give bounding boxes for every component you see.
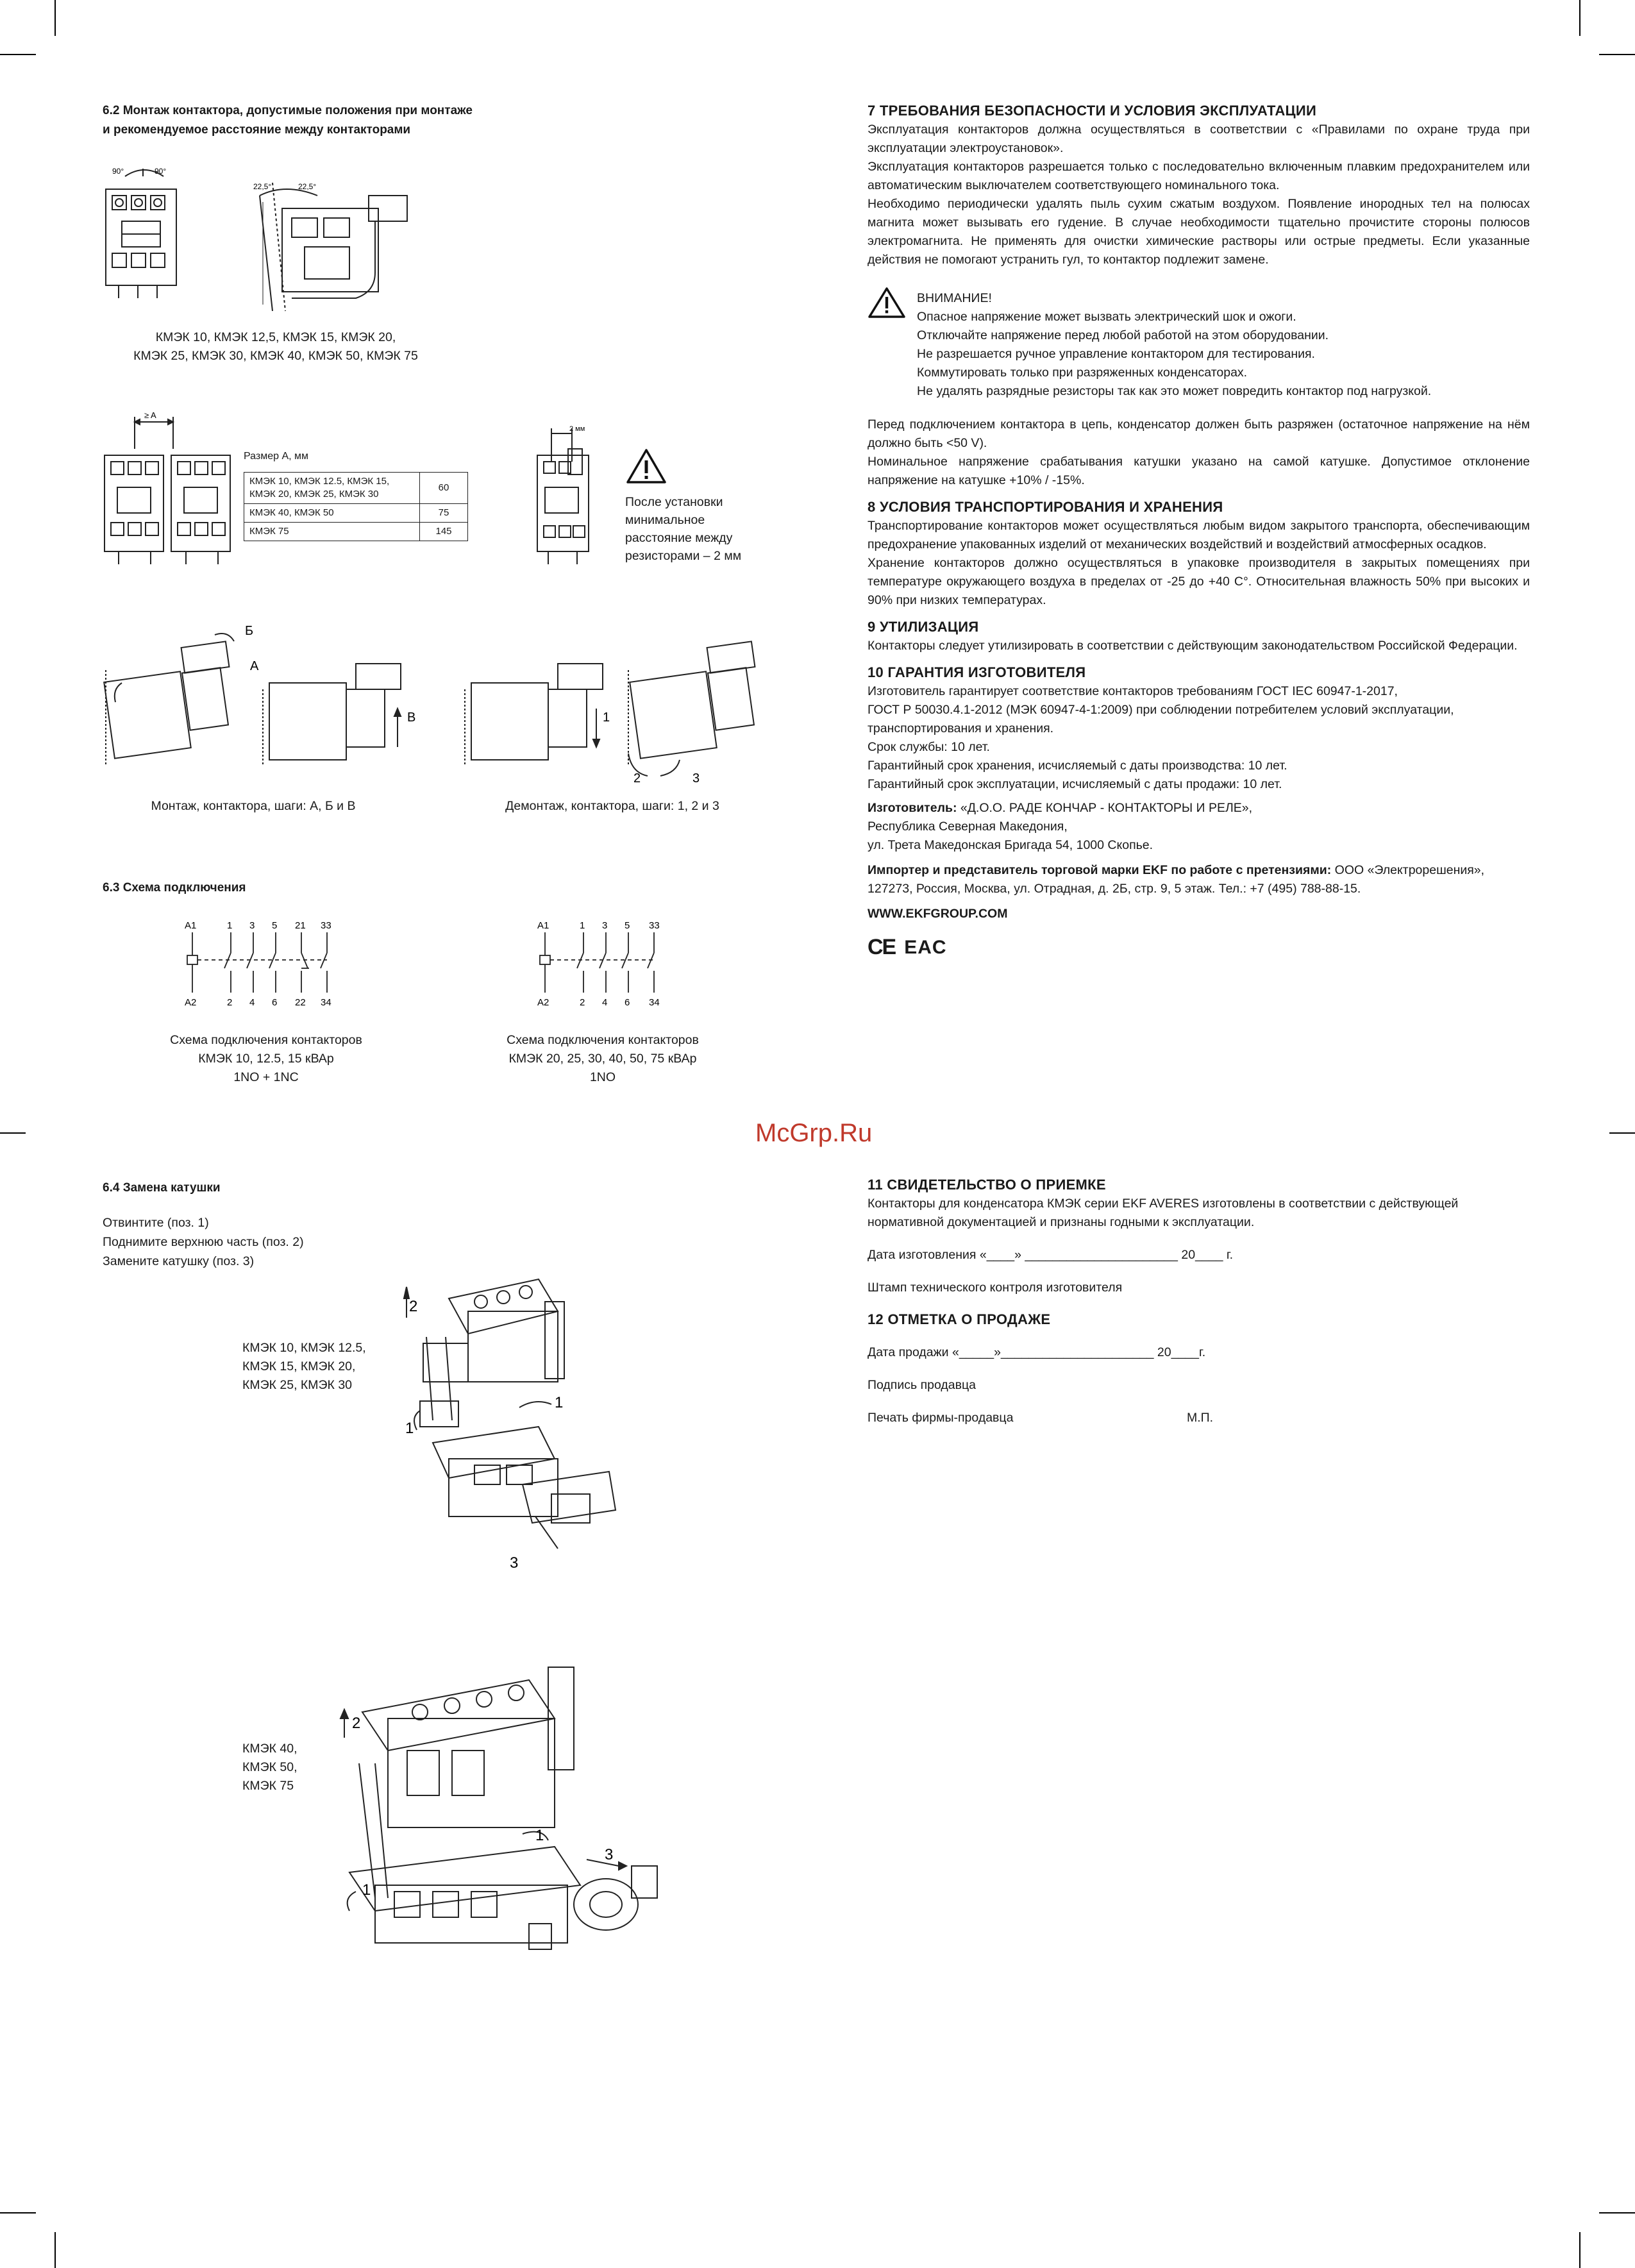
- wiring-diagram-right: [526, 917, 692, 1013]
- caption-line: КМЭК 15, КМЭК 20,: [242, 1359, 356, 1373]
- pos-label: 1: [362, 1881, 371, 1899]
- size-table: [244, 472, 468, 541]
- warning-line: Не разрешается ручное управление контактором для тестирования.: [917, 347, 1315, 361]
- wiring-diagram-left: [173, 917, 365, 1013]
- terminal-label: A1: [537, 920, 549, 931]
- section-11-title: 11 СВИДЕТЕЛЬСТВО О ПРИЕМКЕ: [868, 1177, 1106, 1193]
- seller-signature-line: Подпись продавца: [868, 1378, 977, 1392]
- angle-label: 22,5°: [298, 182, 317, 191]
- crop-mark: [1579, 0, 1581, 36]
- gap2-label: 2 мм: [569, 425, 585, 433]
- crop-mark: [0, 54, 36, 55]
- caption-line: КМЭК 20, 25, 30, 40, 50, 75 кВАр: [508, 1052, 697, 1066]
- right-column-lower: [868, 1175, 1530, 1427]
- warning-line: Отключайте напряжение перед любой работой на этом оборудовании.: [917, 328, 1329, 342]
- certification-marks: [868, 935, 1530, 960]
- paragraph: Эксплуатация контакторов должна осуществляться в соответствии с «Правилами по охране труда при эксплуатации электроустановок».: [868, 122, 1530, 155]
- warning-icon: [868, 287, 906, 319]
- crop-mark: [55, 2232, 56, 2268]
- terminal-label: 1: [580, 920, 585, 931]
- terminal-label: 6: [272, 997, 278, 1008]
- wiring-caption-left: [122, 1031, 410, 1087]
- list-item: Отвинтите (поз. 1): [103, 1216, 209, 1230]
- pos-label: 3: [605, 1846, 614, 1863]
- section-title-line: 6.2 Монтаж контактора, допустимые положения при монтаже: [103, 104, 473, 117]
- sale-date-line: Дата продажи «_____»______________________ 20____г.: [868, 1345, 1206, 1359]
- step-label-2: 2: [633, 771, 641, 785]
- terminal-label: A2: [537, 997, 549, 1008]
- section-7-title: 7 ТРЕБОВАНИЯ БЕЗОПАСНОСТИ И УСЛОВИЯ ЭКСПЛУАТАЦИИ: [868, 103, 1317, 119]
- pos-label: 2: [409, 1298, 418, 1315]
- step-label-a: А: [250, 659, 259, 673]
- contactor-spacing-figure: [99, 410, 237, 584]
- caption-line: КМЭК 25, КМЭК 30: [242, 1378, 353, 1392]
- terminal-label: 33: [321, 920, 331, 931]
- crop-mark: [1599, 54, 1635, 55]
- section-7-body: [868, 121, 1530, 269]
- size-table-title: Размер А, мм: [244, 451, 308, 462]
- fold-mark: [1609, 1132, 1635, 1134]
- mount-caption: Монтаж, контактора, шаги: А, Б и В: [151, 799, 356, 813]
- warning-icon: [625, 448, 667, 485]
- pos-label: 1: [555, 1394, 564, 1411]
- step-label-3: 3: [692, 771, 700, 785]
- warranty-line: ГОСТ Р 50030.4.1-2012 (МЭК 60947-4-1:2009) при соблюдении потребителем условий эксплуатации, транспортирования и хранения.: [868, 703, 1454, 735]
- pos-label: 1: [535, 1827, 544, 1844]
- note-line: После установки: [625, 495, 723, 509]
- crop-mark: [1579, 2232, 1581, 2268]
- terminal-label: 4: [602, 997, 608, 1008]
- manufacturer-name: «Д.О.О. РАДЕ КОНЧАР - КОНТАКТОРЫ И РЕЛЕ»,: [957, 801, 1253, 815]
- manufacture-date-line: Дата изготовления «____» ______________________ 20____ г.: [868, 1248, 1233, 1262]
- pos-label: 1: [405, 1420, 414, 1437]
- right-column-2: [868, 416, 1530, 960]
- step-label-1: 1: [603, 710, 610, 725]
- section-9-body: [868, 637, 1530, 655]
- manufacturer-label: Изготовитель:: [868, 801, 957, 815]
- manufacturer-line-1: [868, 799, 1530, 818]
- warranty-line: Изготовитель гарантирует соответствие контакторов требованиям ГОСТ IEC 60947-1-2017,: [868, 684, 1398, 698]
- terminal-label: 4: [249, 997, 255, 1008]
- table-cell-models: КМЭК 10, КМЭК 12.5, КМЭК 15, КМЭК 20, КМЭК 25, КМЭК 30: [244, 473, 420, 504]
- caption-line: Схема подключения контакторов: [507, 1033, 699, 1047]
- contactor-upright-drawing: [106, 169, 176, 298]
- paragraph: Хранение контакторов должно осуществляться в упаковке производителя в закрытых помещениях при температуре окружающего воздуха в пределах от -25 до +40 С°. Относительная влажность 50% при высоких и 90% при низких температурах.: [868, 556, 1530, 607]
- section-9-title: 9 УТИЛИЗАЦИЯ: [868, 619, 979, 635]
- paragraph: Номинальное напряжение срабатывания катушки указано на самой катушке. Допустимое отклонение напряжение на катушке +10% / -15%.: [868, 455, 1530, 487]
- terminal-label: 3: [602, 920, 608, 931]
- coil-fig1-models: [242, 1339, 409, 1395]
- wiring-caption-right: [458, 1031, 747, 1087]
- crop-mark: [0, 2212, 36, 2213]
- importer-text: ООО «Электрорешения», 127273, Россия, Москва, ул. Отрадная, д. 2Б, стр. 9, 5 этаж. Тел.: +7 (495) 788-88-15.: [868, 863, 1485, 896]
- coil-replacement-steps: [103, 1213, 487, 1271]
- terminal-label: 5: [625, 920, 630, 931]
- mounting-models-caption: [83, 328, 468, 365]
- contactor-tilted-drawing: [260, 183, 407, 311]
- right-column: [868, 101, 1530, 269]
- caption-line: КМЭК 50,: [242, 1760, 298, 1774]
- paragraph: Перед подключением контактора в цепь, конденсатор должен быть разряжен (остаточное напряжение на нём должно быть <50 V).: [868, 417, 1530, 450]
- fold-mark: [0, 1132, 26, 1134]
- caption-line: КМЭК 10, 12.5, 15 кВАр: [198, 1052, 334, 1066]
- table-row: [244, 523, 468, 541]
- terminal-label: A2: [185, 997, 197, 1008]
- warning-line: Не удалять разрядные резисторы так как это может повредить контактор под нагрузкой.: [917, 384, 1432, 398]
- section-10-title: 10 ГАРАНТИЯ ИЗГОТОВИТЕЛЯ: [868, 664, 1086, 680]
- caption-line: КМЭК 10, КМЭК 12.5,: [242, 1341, 366, 1355]
- section-6-3-title: 6.3 Схема подключения: [103, 881, 246, 895]
- paragraph: Необходимо периодически удалять пыль сухим сжатым воздухом. Появление инородных тел на полюсах магнита может вызывать его гудение. В случае необходимости тщательно прочистите стороны полюсов электромагнита. Не применять для очистки химические растворы или острые предметы. Если указанные действия не помогают устранить гул, то контактор подлежит замене.: [868, 197, 1530, 267]
- step-label-b: Б: [245, 624, 254, 638]
- website-link[interactable]: WWW.EKFGROUP.COM: [868, 907, 1008, 921]
- terminal-label: 2: [580, 997, 585, 1008]
- caption-line: 1NO + 1NC: [233, 1070, 299, 1084]
- section-6-2-title: [103, 101, 590, 140]
- eac-mark-icon: EAC: [904, 936, 947, 958]
- list-item: Замените катушку (поз. 3): [103, 1254, 255, 1268]
- terminal-label: 6: [625, 997, 630, 1008]
- caption-line: КМЭК 10, КМЭК 12,5, КМЭК 15, КМЭК 20,: [155, 330, 396, 344]
- seal-label: Печать фирмы-продавца: [868, 1411, 1014, 1425]
- crop-mark: [1599, 2212, 1635, 2213]
- watermark: McGrp.Ru: [755, 1119, 873, 1147]
- resistor-note: [625, 493, 773, 565]
- caption-line: КМЭК 40,: [242, 1742, 298, 1756]
- dismount-caption: Демонтаж, контактора, шаги: 1, 2 и 3: [505, 799, 719, 813]
- terminal-label: 34: [321, 997, 331, 1008]
- mount-dismount-steps-figure: [96, 619, 789, 792]
- importer-label: Импортер и представитель торговой марки EKF по работе с претензиями:: [868, 863, 1332, 877]
- crop-mark: [55, 0, 56, 36]
- pos-label: 3: [510, 1554, 519, 1572]
- caption-line: 1NO: [589, 1070, 616, 1084]
- resistor-gap-figure: [532, 423, 609, 577]
- terminal-label: 2: [227, 997, 233, 1008]
- note-line: расстояние между: [625, 531, 733, 545]
- terminal-label: A1: [185, 920, 197, 931]
- pos-label: 2: [352, 1715, 361, 1732]
- warning-line: Коммутировать только при разряженных конденсаторах.: [917, 365, 1248, 380]
- section-8-body: [868, 517, 1530, 610]
- importer-block: [868, 861, 1530, 898]
- terminal-label: 22: [295, 997, 306, 1008]
- angle-label: 22,5°: [253, 182, 272, 191]
- table-cell-models: КМЭК 75: [244, 523, 420, 541]
- terminal-label: 33: [649, 920, 660, 931]
- caption-line: КМЭК 25, КМЭК 30, КМЭК 40, КМЭК 50, КМЭК 75: [133, 349, 418, 363]
- angle-label: 90°: [112, 167, 124, 176]
- list-item: Поднимите верхнюю часть (поз. 2): [103, 1235, 304, 1249]
- table-row: [244, 504, 468, 523]
- section-title-line: и рекомендуемое расстояние между контакторами: [103, 123, 411, 137]
- manufacturer-block: [868, 799, 1530, 855]
- note-line: минимальное: [625, 513, 705, 527]
- section-6-4-title: 6.4 Замена катушки: [103, 1181, 221, 1195]
- seller-seal-line: [868, 1409, 1530, 1427]
- table-cell-value: 75: [420, 504, 468, 523]
- caption-line: КМЭК 75: [242, 1779, 294, 1793]
- warning-block: [917, 289, 1532, 401]
- terminal-label: 1: [227, 920, 233, 931]
- manufacturer-line: Республика Северная Македония,: [868, 819, 1068, 834]
- coil-replacement-figure-small: [398, 1273, 654, 1581]
- paragraph: Контакторы следует утилизировать в соответствии с действующим законодательством Российской Федерации.: [868, 639, 1518, 653]
- terminal-label: 34: [649, 997, 660, 1008]
- step-label-v: В: [407, 710, 416, 725]
- warranty-line: Гарантийный срок эксплуатации, исчисляемый с даты продажи: 10 лет.: [868, 777, 1282, 791]
- terminal-label: 5: [272, 920, 278, 931]
- table-row: [244, 473, 468, 504]
- warning-title: ВНИМАНИЕ!: [917, 291, 992, 305]
- table-cell-models: КМЭК 40, КМЭК 50: [244, 504, 420, 523]
- paragraph: Эксплуатация контакторов разрешается только с последовательно включенным плавким предохранителем или автоматическим выключателем соответствующего номинального тока.: [868, 160, 1530, 192]
- ce-mark-icon: CE: [868, 935, 896, 959]
- mounting-positions-figure: [99, 164, 433, 324]
- section-8-title: 8 УСЛОВИЯ ТРАНСПОРТИРОВАНИЯ И ХРАНЕНИЯ: [868, 499, 1223, 515]
- manufacturer-line: ул. Трета Македонская Бригада 54, 1000 Скопье.: [868, 838, 1153, 852]
- table-cell-value: 60: [420, 473, 468, 504]
- section-7-tail: [868, 416, 1530, 490]
- section-11-text: Контакторы для конденсатора КМЭК серии EKF AVERES изготовлены в соответствии с действующей нормативной документацией и признаны годными к эксплуатации.: [868, 1197, 1459, 1229]
- note-line: резисторами – 2 мм: [625, 549, 742, 563]
- stamp-line: Штамп технического контроля изготовителя: [868, 1281, 1123, 1295]
- terminal-label: 21: [295, 920, 306, 931]
- warranty-line: Гарантийный срок хранения, исчисляемый с даты производства: 10 лет.: [868, 759, 1287, 773]
- mp-label: М.П.: [1187, 1411, 1214, 1425]
- warranty-line: Срок службы: 10 лет.: [868, 740, 990, 754]
- gap-label: ≥ A: [144, 410, 156, 420]
- caption-line: Схема подключения контакторов: [170, 1033, 362, 1047]
- table-cell-value: 145: [420, 523, 468, 541]
- coil-replacement-figure-large: [337, 1648, 670, 1962]
- angle-label: 90°: [155, 167, 167, 176]
- paragraph: Транспортирование контакторов может осуществляться любым видом закрытого транспорта, обеспечивающим предохранение упакованных изделий от механических воздействий и воздействий атмосферных осадков.: [868, 519, 1530, 551]
- terminal-label: 3: [249, 920, 255, 931]
- warning-line: Опасное напряжение может вызвать электрический шок и ожоги.: [917, 310, 1296, 324]
- section-12-title: 12 ОТМЕТКА О ПРОДАЖЕ: [868, 1311, 1051, 1327]
- section-10-body: [868, 682, 1530, 794]
